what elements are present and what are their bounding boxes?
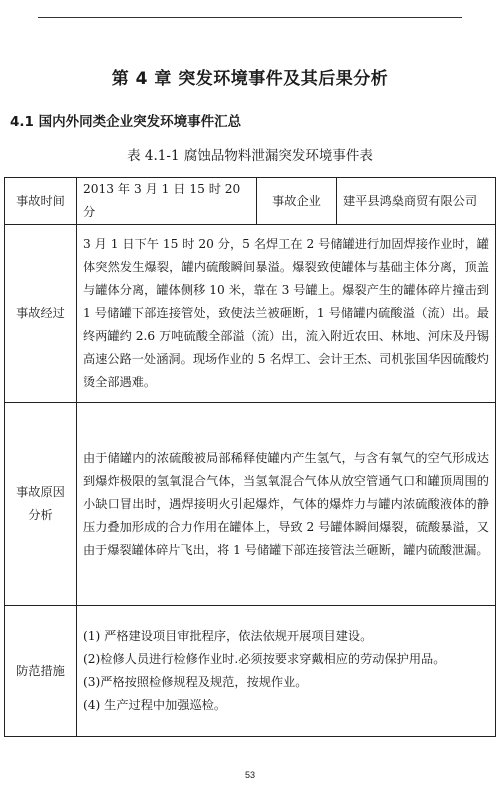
cause-text: 由于储罐内的浓硫酸被局部稀释使罐内产生氢气，与含有氧气的空气形成达到爆炸极限的氢氧混合气体，当氢氧混合气体从放空管通气口和罐顶周围的小缺口冒出时，遇焊接明火引起爆炸，气体的爆炸力与罐内浓硫酸液体的静压力叠加形成的合力作用在罐体上，导致 2 号罐体瞬间爆裂，硫酸暴溢，又由于爆裂罐体碎片飞出，将 1 号储罐下部连接管法兰砸断，罐内硫酸泄漏。 — [77, 403, 496, 606]
company-label: 事故企业 — [257, 178, 337, 225]
table-row-time-company — [5, 178, 496, 225]
measure-item: (4) 生产过程中加强巡检。 — [83, 698, 227, 712]
company-value: 建平县鸿燊商贸有限公司 — [337, 178, 496, 225]
process-label: 事故经过 — [5, 225, 77, 403]
measures-label: 防范措施 — [5, 606, 77, 737]
process-text: 3 月 1 日下午 15 时 20 分，5 名焊工在 2 号储罐进行加固焊接作业时，罐体突然发生爆裂，罐内硫酸瞬间暴溢。爆裂致使罐体与基础主体分离，顶盖与罐体分离，罐体侧移 10 米，靠在 3 号罐上。爆裂产生的罐体碎片撞击到 1 号储罐下部连接管处，致使法兰被砸断，1 号储罐内硫酸溢（流）出。最终两罐约 2.6 万吨硫酸全部溢（流）出，流入附近农田、林地、河床及丹锡高速公路一处涵洞。现场作业的 5 名焊工、会计王杰、司机张国华因硫酸灼烫全部遇难。 — [77, 225, 496, 403]
table-row-cause — [5, 403, 496, 606]
incident-table — [4, 177, 496, 737]
time-value: 2013 年 3 月 1 日 15 时 20 分 — [77, 178, 257, 225]
measures-list — [77, 606, 496, 737]
section-title: 4.1 国内外同类企业突发环境事件汇总 — [10, 114, 242, 130]
table-caption: 表 4.1-1 腐蚀品物料泄漏突发环境事件表 — [127, 148, 373, 164]
time-label: 事故时间 — [5, 178, 77, 225]
measure-item: (2)检修人员进行检修作业时.必须按要求穿戴相应的劳动保护用品。 — [83, 652, 446, 666]
measure-item: (3)严格按照检修规程及规范，按规作业。 — [83, 675, 308, 689]
chapter-title: 第 4 章 突发环境事件及其后果分析 — [111, 69, 389, 89]
table-row-measures — [5, 606, 496, 737]
table-row-process — [5, 225, 496, 403]
header-rule — [38, 17, 462, 18]
cause-label: 事故原因分析 — [5, 403, 77, 606]
page-number: 53 — [244, 770, 255, 780]
measure-item: (1) 严格建设项目审批程序，依法依规开展项目建设。 — [83, 629, 373, 643]
